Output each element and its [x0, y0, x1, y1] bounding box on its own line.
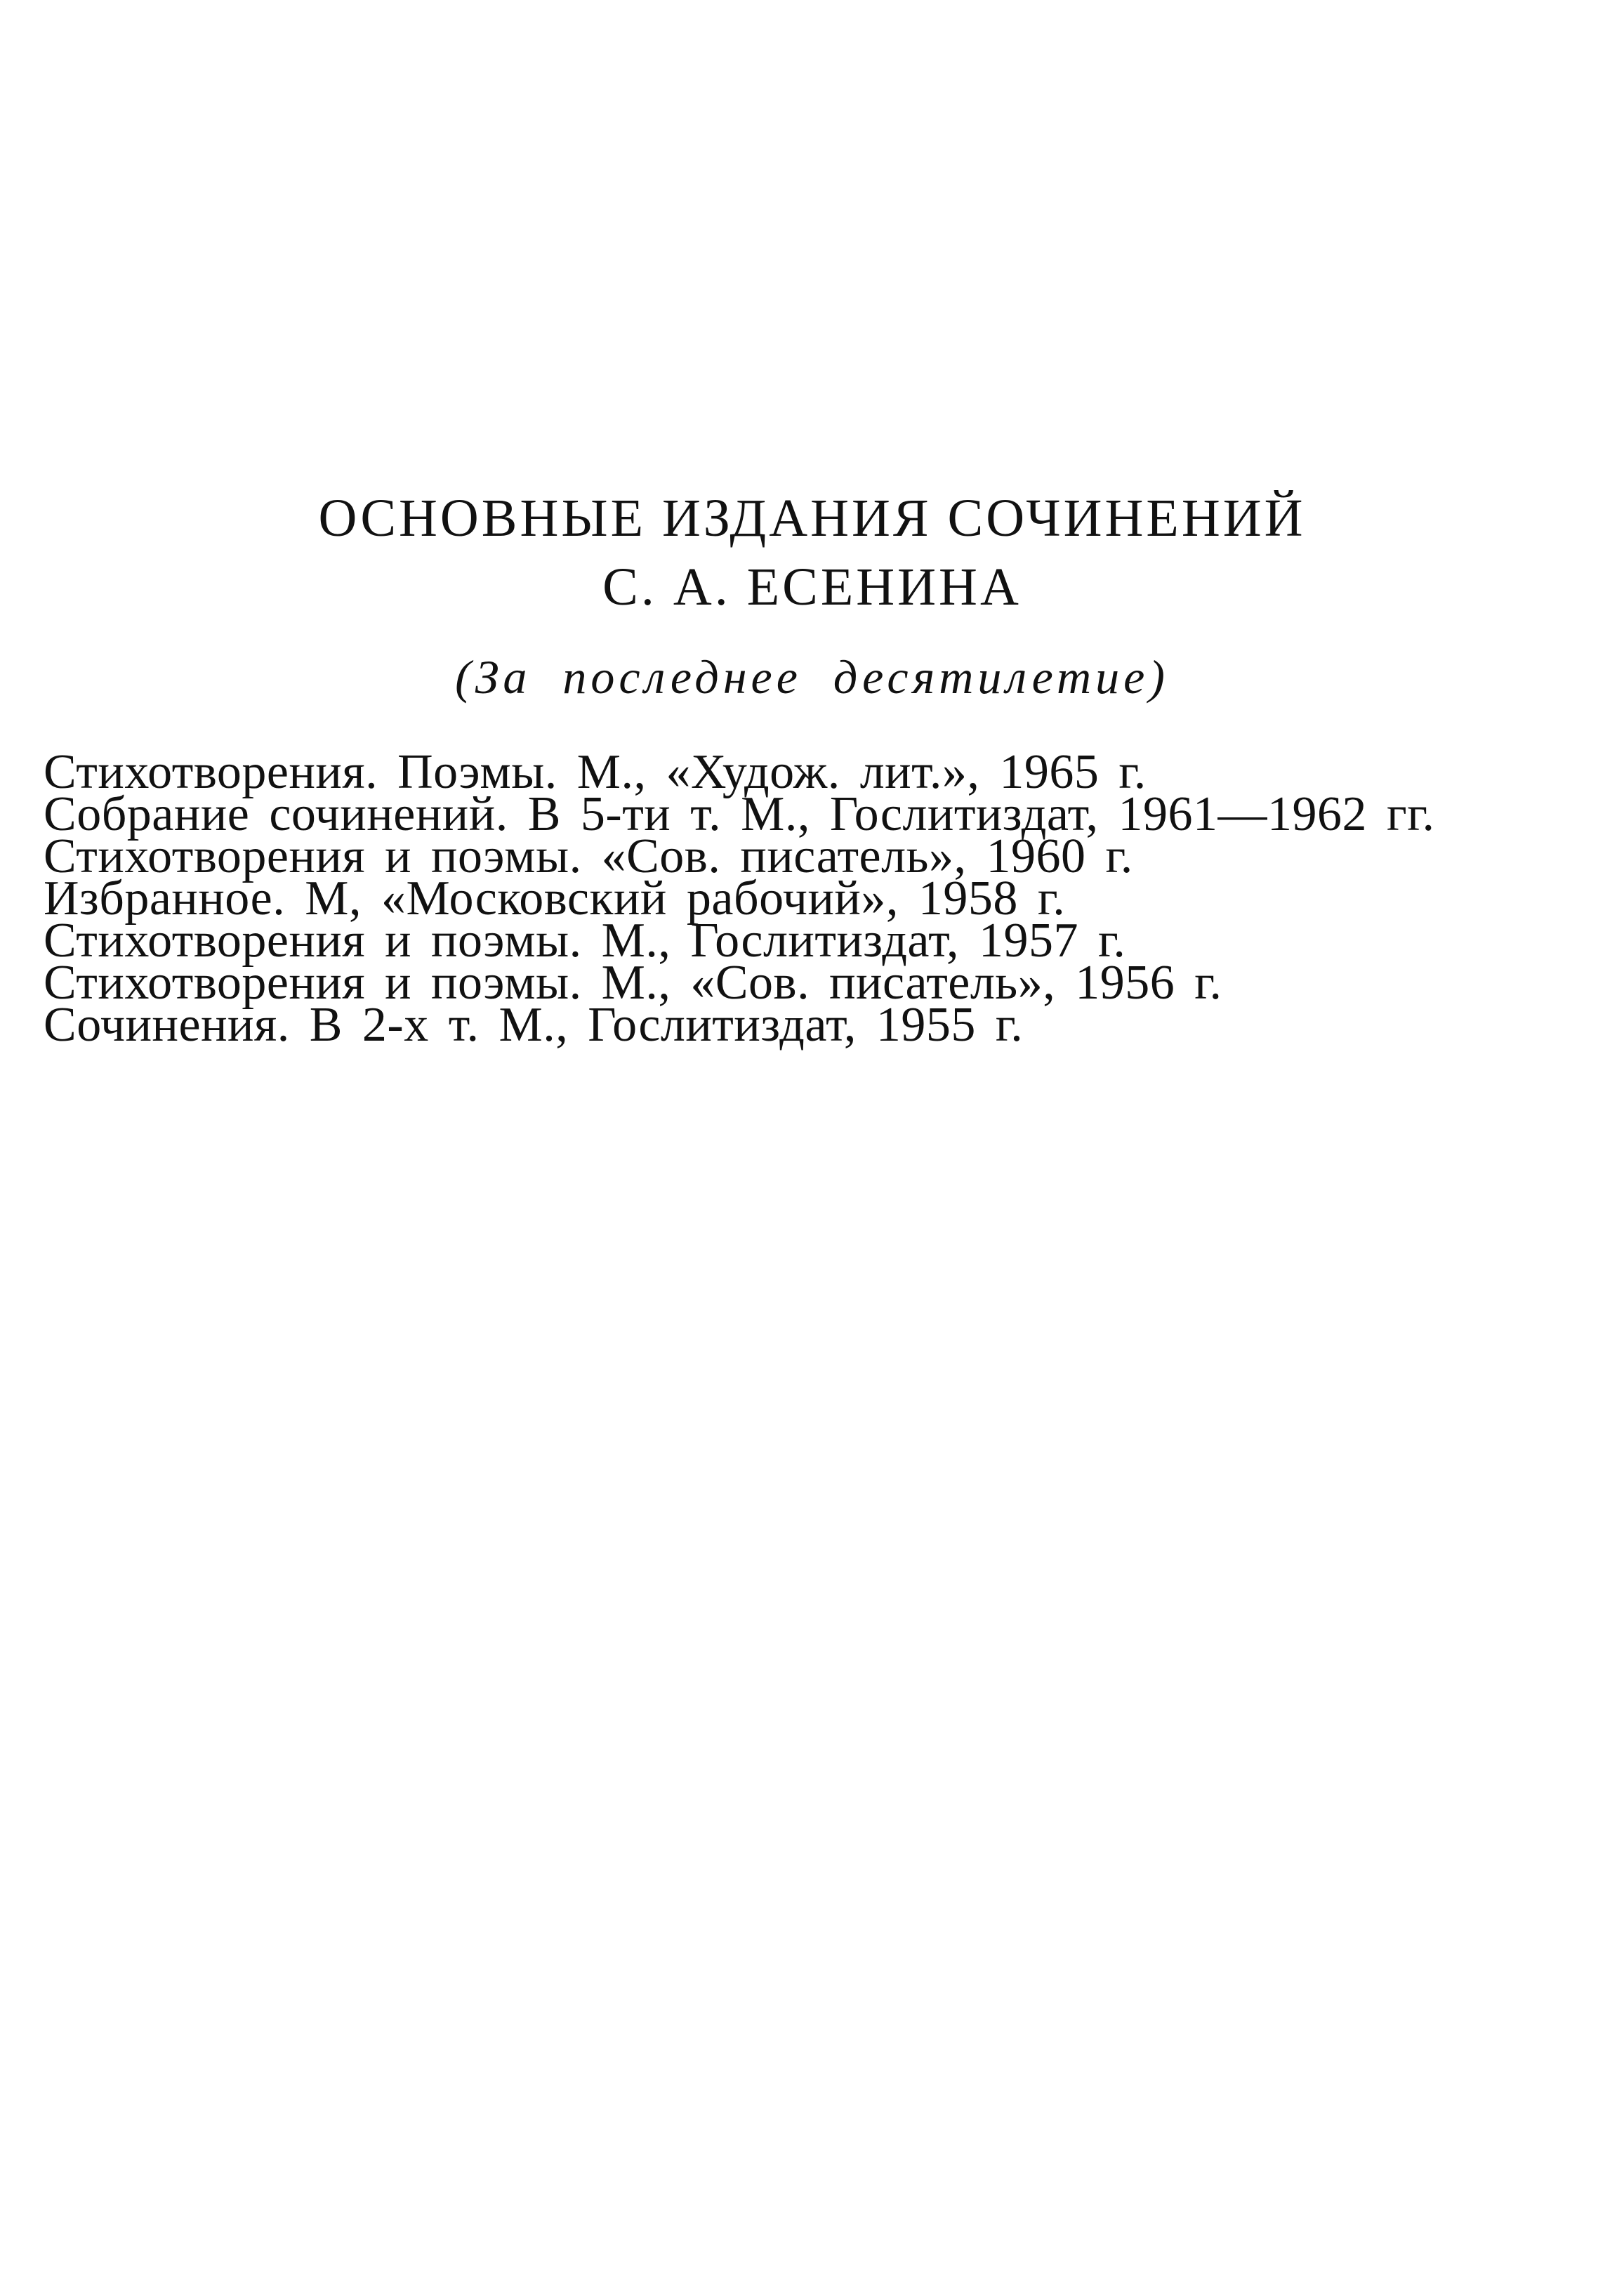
page-title-line-2: С. А. ЕСЕНИНА: [602, 558, 1022, 617]
edition-item: Сочинения. В 2-х т. М., Гослитиздат, 1955 г.: [44, 998, 1024, 1052]
edition-item: Стихотворения и поэмы. «Сов. писатель», 1960 г.: [44, 829, 1133, 883]
edition-item: Стихотворения и поэмы. М., «Сов. писатель», 1956 г.: [44, 956, 1222, 1010]
edition-item: Стихотворения и поэмы. М., Гослитиздат, 1957 г.: [44, 914, 1126, 968]
page-subtitle: (За последнее десятилетие): [455, 650, 1169, 704]
edition-item: Стихотворения. Поэмы. М., «Худож. лит.», 1965 г.: [44, 745, 1147, 799]
editions-list: [44, 745, 1609, 1052]
edition-item: Избранное. М, «Московский рабочий», 1958 г.: [44, 871, 1066, 926]
edition-item: Собрание сочинений. В 5-ти т. М., Гослитиздат, 1961—1962 гг.: [44, 787, 1435, 841]
page-title-line-1: ОСНОВНЫЕ ИЗДАНИЯ СОЧИНЕНИЙ: [318, 489, 1306, 548]
